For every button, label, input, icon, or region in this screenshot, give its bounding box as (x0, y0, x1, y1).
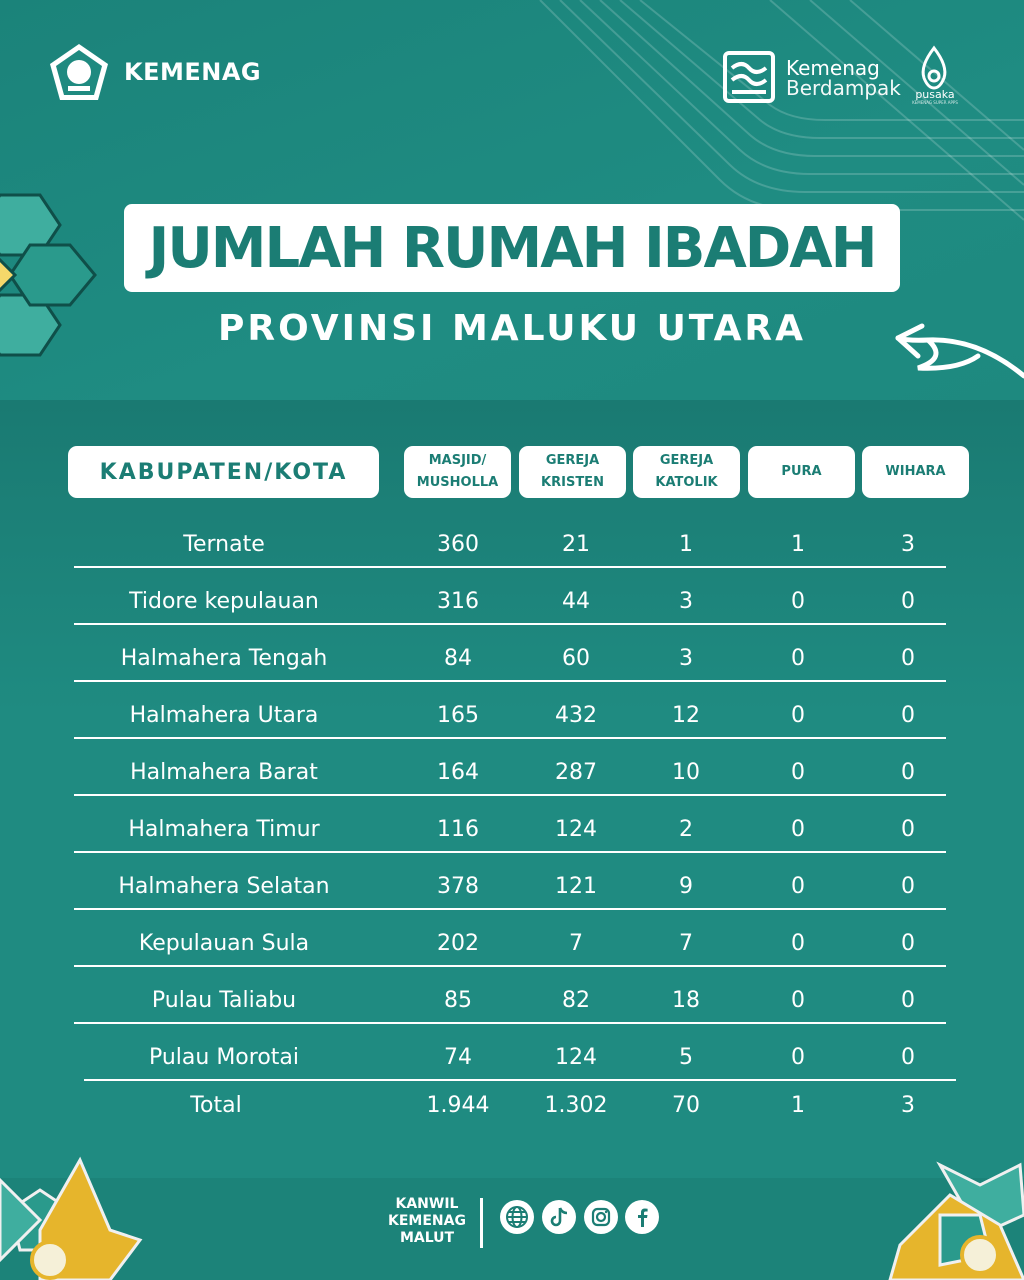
cell-gereja-kristen: 60 (562, 646, 590, 671)
table-row (0, 923, 1024, 963)
cell-masjid-musholla: 85 (444, 988, 472, 1013)
cell-gereja-katolik: 3 (679, 589, 693, 614)
cell-masjid-musholla: 164 (437, 760, 479, 785)
cell-pura: 0 (791, 760, 805, 785)
campaign-line-1: Kemenag (786, 56, 880, 80)
table-row (0, 866, 1024, 906)
cell-region: Halmahera Tengah (120, 646, 328, 671)
row-divider (74, 794, 946, 796)
cell-masjid-musholla: 378 (437, 874, 479, 899)
cell-wihara: 0 (901, 931, 915, 956)
row-divider (74, 908, 946, 910)
cell-gereja-katolik: 12 (672, 703, 700, 728)
footer-org: KANWIL KEMENAG MALUT (388, 1196, 466, 1246)
cell-pura: 0 (791, 589, 805, 614)
total-wihara: 3 (901, 1093, 915, 1118)
facebook-icon[interactable] (625, 1200, 659, 1234)
cell-region: Kepulauan Sula (138, 931, 310, 956)
table-row (0, 980, 1024, 1020)
page-title: JUMLAH RUMAH IBADAH (148, 215, 876, 281)
table-row (0, 752, 1024, 792)
row-divider (74, 965, 946, 967)
cell-gereja-kristen: 7 (569, 931, 583, 956)
header-masjid-musholla: MASJID/ MUSHOLLA (404, 446, 511, 498)
brand-name: KEMENAG (124, 58, 262, 86)
cell-wihara: 3 (901, 532, 915, 557)
cell-pura: 0 (791, 874, 805, 899)
instagram-icon[interactable] (584, 1200, 618, 1234)
cell-region: Pulau Taliabu (151, 988, 297, 1013)
cell-gereja-kristen: 432 (555, 703, 597, 728)
decorative-star-bottom-left-icon (0, 1150, 150, 1280)
cell-gereja-katolik: 18 (672, 988, 700, 1013)
table-row (0, 695, 1024, 735)
header-wihara: WIHARA (862, 446, 969, 498)
row-divider (74, 851, 946, 853)
cell-masjid-musholla: 360 (437, 532, 479, 557)
cell-gereja-katolik: 5 (679, 1045, 693, 1070)
campaign-text (786, 58, 901, 98)
cell-wihara: 0 (901, 589, 915, 614)
row-divider (74, 566, 946, 568)
cell-wihara: 0 (901, 703, 915, 728)
cell-wihara: 0 (901, 988, 915, 1013)
berdampak-logo-icon (722, 50, 776, 104)
pusaka-sublabel: KEMENAG SUPER APPS (912, 100, 958, 105)
cell-region: Pulau Morotai (148, 1045, 300, 1070)
row-divider (74, 737, 946, 739)
cell-pura: 0 (791, 703, 805, 728)
cell-masjid-musholla: 84 (444, 646, 472, 671)
cell-pura: 0 (791, 931, 805, 956)
cell-pura: 0 (791, 817, 805, 842)
title-box (124, 204, 900, 292)
cell-gereja-kristen: 124 (555, 817, 597, 842)
tiktok-icon[interactable] (542, 1200, 576, 1234)
total-gereja-kristen: 1.302 (544, 1093, 608, 1118)
cell-wihara: 0 (901, 760, 915, 785)
cell-gereja-kristen: 44 (562, 589, 590, 614)
page-subtitle: PROVINSI MALUKU UTARA (217, 308, 807, 349)
pusaka-label: pusaka (915, 88, 955, 101)
total-gereja-katolik: 70 (672, 1093, 700, 1118)
total-row (0, 1085, 1024, 1125)
cell-wihara: 0 (901, 1045, 915, 1070)
cell-gereja-katolik: 1 (679, 532, 693, 557)
cell-wihara: 0 (901, 646, 915, 671)
cell-gereja-kristen: 21 (562, 532, 590, 557)
cell-region: Halmahera Timur (128, 817, 320, 842)
cell-wihara: 0 (901, 874, 915, 899)
header-gereja-katolik: GEREJA KATOLIK (633, 446, 740, 498)
table-row (0, 638, 1024, 678)
cell-gereja-katolik: 10 (672, 760, 700, 785)
row-divider (74, 1022, 946, 1024)
cell-gereja-katolik: 7 (679, 931, 693, 956)
cell-masjid-musholla: 165 (437, 703, 479, 728)
cell-gereja-kristen: 121 (555, 874, 597, 899)
cell-gereja-katolik: 2 (679, 817, 693, 842)
cell-region: Ternate (183, 532, 265, 557)
row-divider (74, 623, 946, 625)
cell-pura: 0 (791, 646, 805, 671)
header-pura: PURA (748, 446, 855, 498)
kemenag-logo-icon (46, 42, 112, 104)
cell-region: Halmahera Barat (130, 760, 318, 785)
table-row (0, 581, 1024, 621)
row-divider (84, 1079, 956, 1081)
total-pura: 1 (791, 1093, 805, 1118)
campaign-line-2: Berdampak (786, 76, 901, 100)
cell-gereja-kristen: 287 (555, 760, 597, 785)
cell-pura: 1 (791, 532, 805, 557)
cell-gereja-katolik: 9 (679, 874, 693, 899)
total-masjid-musholla: 1.944 (426, 1093, 490, 1118)
table-row (0, 809, 1024, 849)
footer-divider (480, 1198, 483, 1248)
total-region: Total (190, 1093, 242, 1118)
cell-masjid-musholla: 116 (437, 817, 479, 842)
cell-masjid-musholla: 74 (444, 1045, 472, 1070)
row-divider (74, 680, 946, 682)
cell-region: Halmahera Selatan (118, 874, 330, 899)
cell-region: Tidore kepulauan (129, 589, 319, 614)
arrow-doodle-icon (888, 318, 1024, 388)
cell-masjid-musholla: 202 (437, 931, 479, 956)
cell-pura: 0 (791, 1045, 805, 1070)
header-gereja-kristen: GEREJA KRISTEN (519, 446, 626, 498)
header-kabupaten-kota: KABUPATEN/KOTA (68, 446, 379, 498)
cell-gereja-katolik: 3 (679, 646, 693, 671)
cell-region: Halmahera Utara (129, 703, 319, 728)
decorative-star-bottom-right-icon (880, 1155, 1024, 1280)
cell-pura: 0 (791, 988, 805, 1013)
table-row (0, 524, 1024, 564)
cell-gereja-kristen: 82 (562, 988, 590, 1013)
globe-icon[interactable] (500, 1200, 534, 1234)
cell-wihara: 0 (901, 817, 915, 842)
table-row (0, 1037, 1024, 1077)
cell-masjid-musholla: 316 (437, 589, 479, 614)
cell-gereja-kristen: 124 (555, 1045, 597, 1070)
